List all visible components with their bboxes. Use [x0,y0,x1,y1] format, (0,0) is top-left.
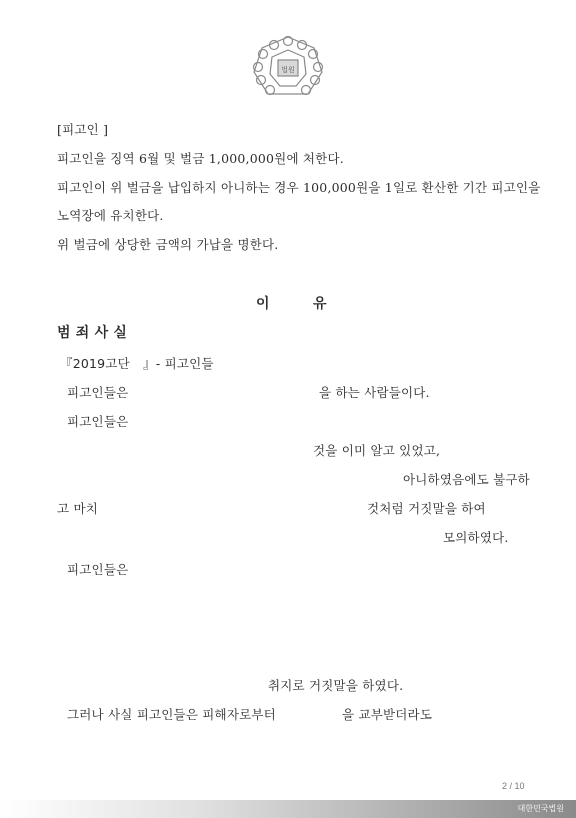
seal-emblem-text: 법원 [281,66,295,74]
paragraph-4: 아니하였음에도 불구하 [403,472,530,487]
disposition-line-3: 노역장에 유치한다. [57,208,164,223]
paragraph-7-start: 피고인들은 [67,562,129,577]
footer-bar [0,800,576,818]
paragraph-8: 취지로 거짓말을 하였다. [268,678,404,693]
disposition-line-2: 피고인이 위 벌금을 납입하지 아니하는 경우 100,000원을 1일로 환산한 기간 피고인을 [57,180,541,195]
disposition-line-4: 위 벌금에 상당한 금액의 가납을 명한다. [57,237,279,252]
paragraph-5-end: 것처럼 거짓말을 하여 [367,501,486,516]
reasons-title-right: 유 [313,296,327,312]
paragraph-5-start: 고 마치 [57,501,98,516]
paragraph-6: 모의하였다. [443,530,509,545]
court-seal-icon [250,34,326,100]
disposition-line-1: 피고인을 징역 6월 및 벌금 1,000,000원에 처한다. [57,151,344,166]
paragraph-9-start: 그러나 사실 피고인들은 피해자로부터 [67,707,276,722]
paragraph-2-start: 피고인들은 [67,414,129,429]
paragraph-1-end: 을 하는 사람들이다. [319,385,430,400]
page-number: 2 / 10 [502,781,525,791]
case-line-left: 『2019고단 [60,356,130,371]
reasons-title-left: 이 [256,296,270,312]
paragraph-1-start: 피고인들은 [67,385,129,400]
footer-court-name: 대한민국법원 [517,804,564,813]
paragraph-9-end: 을 교부받더라도 [342,707,433,722]
case-line-right: 』- 피고인들 [143,356,214,371]
section-title: 범 죄 사 실 [57,325,128,341]
defendant-label: [피고인 ] [57,122,109,137]
paragraph-3: 것을 이미 알고 있었고, [313,443,441,458]
